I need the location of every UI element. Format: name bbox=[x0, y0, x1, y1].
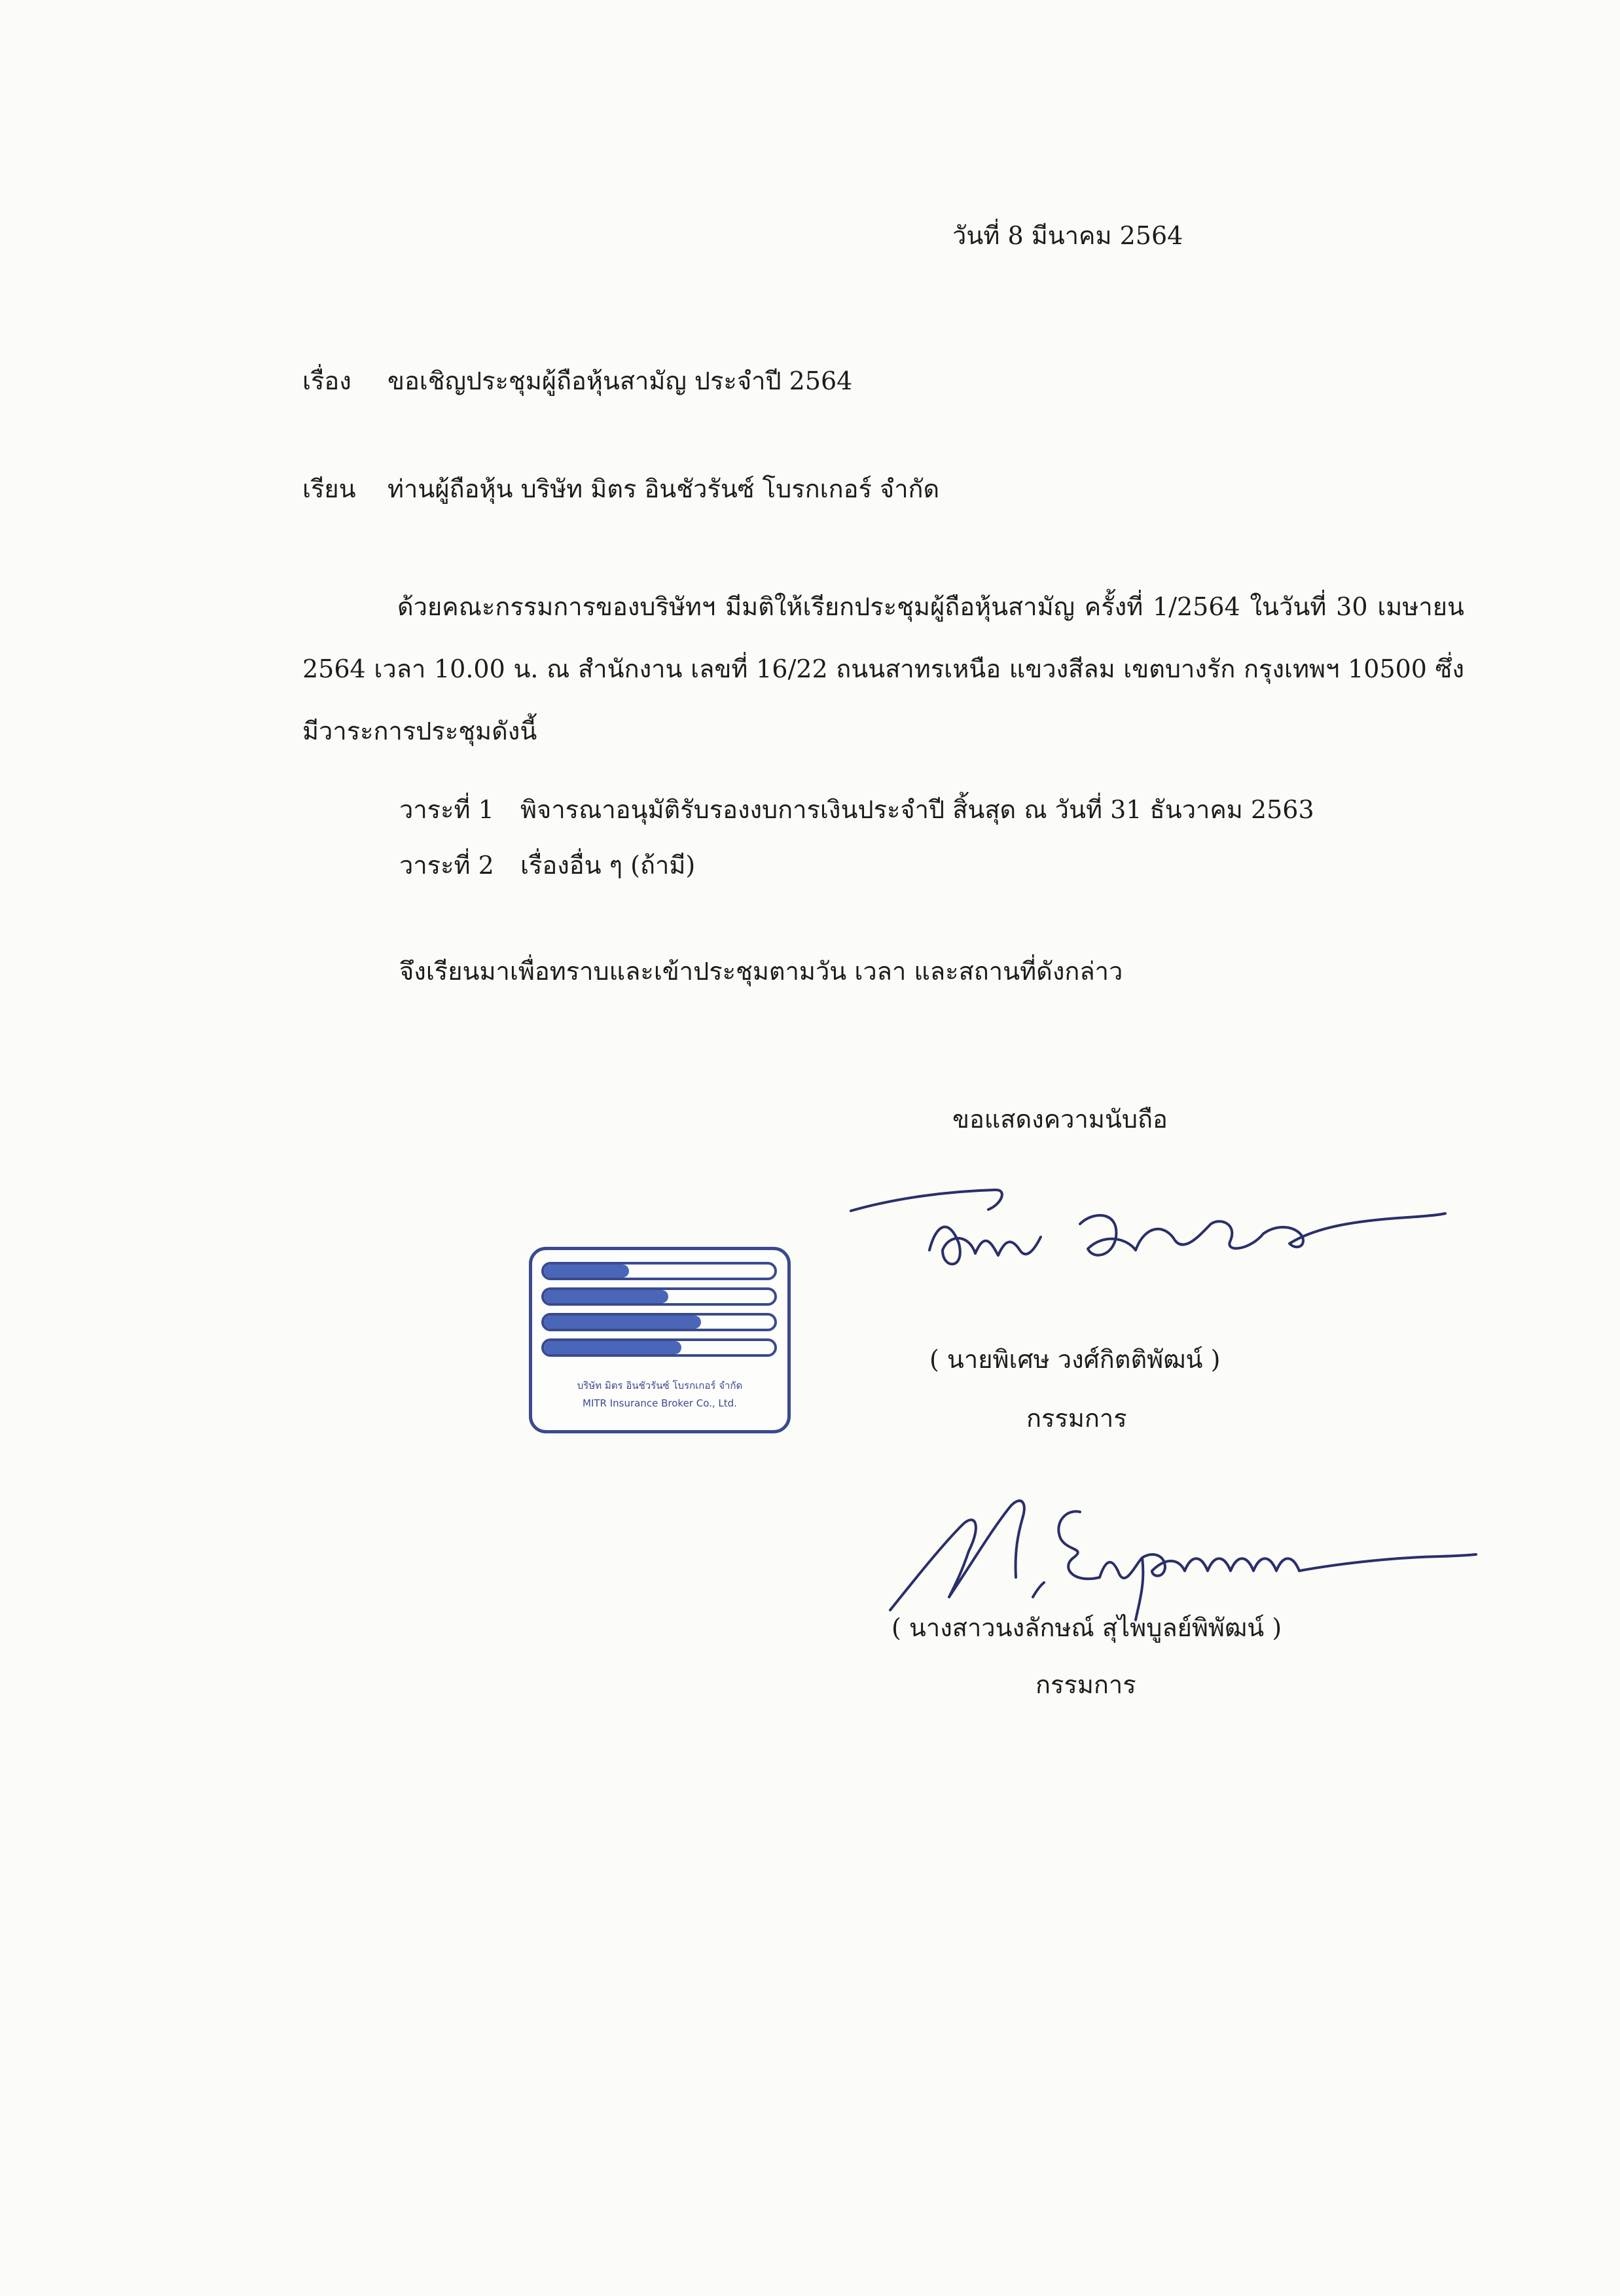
closing-sentence: จึงเรียนมาเพื่อทราบและเข้าประชุมตามวัน เวลา และสถานที่ดังกล่าว bbox=[399, 957, 1123, 986]
subject-label: เรื่อง bbox=[302, 367, 351, 395]
subject-text: ขอเชิญประชุมผู้ถือหุ้นสามัญ ประจำปี 2564 bbox=[387, 367, 853, 395]
seal-caption-thai: บริษัท มิตร อินชัวรันซ์ โบรกเกอร์ จำกัด bbox=[577, 1380, 743, 1391]
signer-1-name: ( นายพิเศษ วงศ์กิตติพัฒน์ ) bbox=[929, 1345, 1221, 1374]
letter-date: วันที่ 8 มีนาคม 2564 bbox=[952, 221, 1183, 250]
agenda-text: เรื่องอื่น ๆ (ถ้ามี) bbox=[520, 851, 696, 880]
recipient-label: เรียน bbox=[302, 475, 356, 503]
signer-2-name: ( นางสาวนงลักษณ์ สุไพบูลย์พิพัฒน์ ) bbox=[891, 1613, 1282, 1642]
agenda-label: วาระที่ 1 bbox=[399, 795, 494, 824]
seal-bars-graphic bbox=[541, 1259, 778, 1369]
recipient-line bbox=[302, 475, 939, 505]
seal-caption-english: MITR Insurance Broker Co., Ltd. bbox=[583, 1397, 737, 1409]
regards-line: ขอแสดงความนับถือ bbox=[952, 1105, 1168, 1134]
signature-2-image bbox=[877, 1473, 1479, 1623]
agenda-text: พิจารณาอนุมัติรับรองงบการเงินประจำปี สิ้นสุด ณ วันที่ 31 ธันวาคม 2563 bbox=[520, 795, 1314, 824]
body-paragraph: ด้วยคณะกรรมการของบริษัทฯ มีมติให้เรียกประชุมผู้ถือหุ้นสามัญ ครั้งที่ 1/2564 ในวันที่ 30 เมษายน 2564 เวลา 10.00 น. ณ สำนักงาน เลขที่ 16/22 ถนนสาทรเหนือ แขวงสีลม เขตบางรัก กรุงเทพฯ 10500 ซึ่งมีวาระการประชุมดังนี้ bbox=[302, 592, 1464, 745]
recipient-text: ท่านผู้ถือหุ้น บริษัท มิตร อินชัวรันซ์ โบรกเกอร์ จำกัด bbox=[387, 475, 940, 503]
agenda-item bbox=[399, 795, 1314, 825]
company-seal bbox=[529, 1247, 791, 1433]
agenda-item bbox=[399, 851, 695, 881]
signer-1-title: กรรมการ bbox=[1026, 1404, 1127, 1433]
agenda-label: วาระที่ 2 bbox=[399, 851, 494, 880]
subject-line bbox=[302, 367, 852, 397]
signature-1-image bbox=[844, 1172, 1447, 1322]
signer-2-title: กรรมการ bbox=[1035, 1670, 1136, 1699]
